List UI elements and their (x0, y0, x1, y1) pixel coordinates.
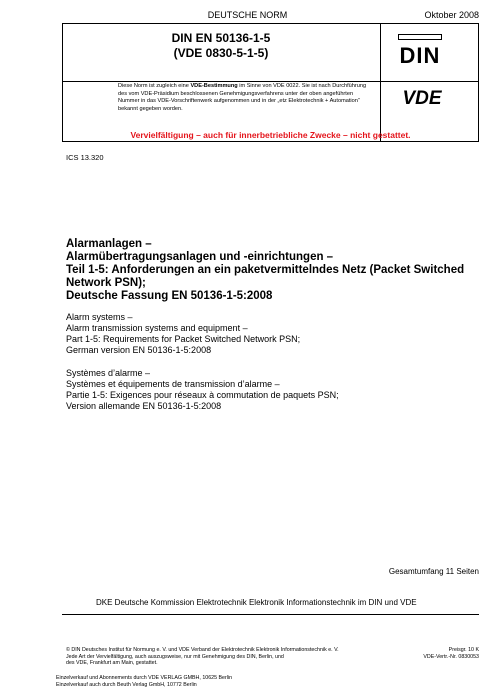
header-doc-type: DEUTSCHE NORM (207, 10, 288, 20)
din-logo-text: DIN (399, 43, 441, 67)
header-date: Oktober 2008 (424, 10, 479, 20)
copyright-line: des VDE, Frankfurt am Main, gestattet. (66, 660, 158, 667)
sales-info (56, 675, 232, 689)
copyright-line: © DIN Deutsches Institut für Normung e. V. und VDE Verband der Elektrotechnik Elektronik Informationstechnik e. V. (66, 647, 339, 653)
vde-note-lead: Diese Norm ist zugleich eine (118, 83, 191, 89)
title-german-line: Deutsche Fassung EN 50136-1-5:2008 (66, 290, 273, 302)
title-english-line: Alarm systems – (66, 312, 133, 322)
vde-order-number: VDE-Vertr.-Nr. 0830053 (423, 653, 479, 660)
frame-divider-horizontal (63, 81, 479, 82)
price-group: Preisgr. 10 K (448, 647, 479, 653)
title-german-line: Alarmanlagen – (66, 238, 152, 250)
footer-rule (62, 614, 479, 615)
din-logo (398, 34, 442, 67)
title-german-line: Network PSN); (66, 277, 146, 289)
vde-number: (VDE 0830-5-1-5) (173, 46, 269, 60)
frame-divider-vertical (380, 24, 381, 142)
total-pages: Gesamtumfang 11 Seiten (388, 567, 479, 576)
title-english (66, 312, 476, 356)
title-french-line: Partie 1-5: Exigences pour réseaux à commutation de paquets PSN; (66, 390, 339, 400)
vde-note-bold: VDE-Bestimmung (190, 83, 238, 89)
title-french-line: Systèmes et équipements de transmission d’alarme – (66, 379, 280, 389)
title-french-line: Systèmes d’alarme – (66, 368, 151, 378)
vde-logo-text: VDE (402, 88, 442, 106)
title-german-line: Alarmübertragungsanlagen und -einrichtungen – (66, 251, 334, 263)
title-english-line: Alarm transmission systems and equipment – (66, 323, 248, 333)
title-english-line: Part 1-5: Requirements for Packet Switched Network PSN; (66, 334, 301, 344)
sales-line: Einzelverkauf und Abonnements durch VDE VERLAG GMBH, 10625 Berlin (56, 675, 233, 681)
title-german-line: Teil 1-5: Anforderungen an ein paketvermittelndes Netz (Packet Switched (66, 264, 465, 276)
standard-number: DIN EN 50136-1-5 (171, 31, 271, 45)
title-french (66, 368, 476, 412)
sales-line: Einzelverkauf auch durch Beuth Verlag GmbH, 10772 Berlin (56, 682, 197, 689)
title-english-line: German version EN 50136-1-5:2008 (66, 345, 212, 355)
title-french-line: Version allemande EN 50136-1-5:2008 (66, 401, 222, 411)
copyright-line: Jede Art der Vervielfältigung, auch auszugsweise, nur mit Genehmigung des DIN, Berlin, und (66, 653, 284, 660)
dke-line: DKE Deutsche Kommission Elektrotechnik Elektronik Informationstechnik im DIN und VDE (96, 598, 417, 607)
reproduction-warning: Vervielfältigung – auch für innerbetriebliche Zwecke – nicht gestattet. (130, 130, 411, 140)
title-german (66, 238, 476, 303)
vde-logo (393, 88, 451, 106)
vde-provision-note (118, 83, 374, 113)
ics-code: ICS 13.320 (66, 153, 104, 162)
price-info (389, 647, 479, 660)
vde-note-rest: im Sinne von VDE 0022. Sie ist nach Durchführung des vom VDE-Präsidium beschlossenen Genehmigungsverfahrens unter der oben angeführten Nummer in das VDE-Vorschriftenwerk aufgenommen und in der „etz Elektrotechnik + Automation“ bekannt gegeben worden. (118, 83, 367, 112)
copyright-notice (66, 647, 396, 667)
